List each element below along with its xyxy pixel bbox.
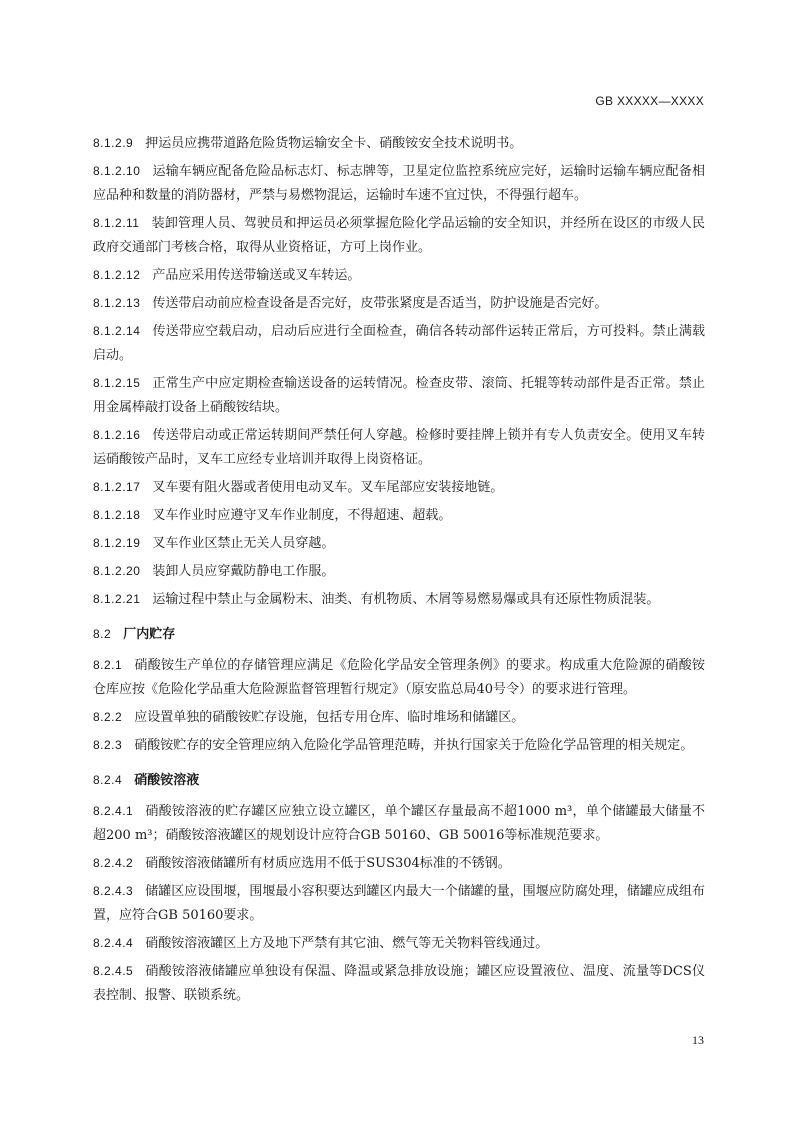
clause-8-2-4-4 <box>93 931 705 956</box>
clause-number: 8.1.2.16 <box>93 428 141 442</box>
clause-8-2-2 <box>93 705 705 730</box>
page-number: 13 <box>692 1033 704 1047</box>
clause-text: 应设置单独的硝酸铵贮存设施，包括专用仓库、临时堆场和储罐区。 <box>134 710 525 725</box>
clause-8-1-2-18 <box>93 503 705 528</box>
clause-8-1-2-11 <box>93 211 705 260</box>
clause-text: 装卸人员应穿戴防静电工作服。 <box>152 564 335 579</box>
clause-8-2-4-2 <box>93 851 705 876</box>
clause-number: 8.2.4.1 <box>93 804 134 818</box>
clause-8-2-4-1 <box>93 799 705 848</box>
clause-text: 硝酸铵贮存的安全管理应纳入危险化学品管理范畴，并执行国家关于危险化学品管理的相关规定。 <box>134 738 694 753</box>
clause-8-1-2-19 <box>93 531 705 556</box>
clause-8-2-1 <box>93 653 705 702</box>
clause-text: 硝酸铵溶液罐区上方及地下严禁有其它油、燃气等无关物料管线通过。 <box>145 936 549 951</box>
clause-8-2-4-5 <box>93 959 705 1008</box>
clause-number: 8.2.4.3 <box>93 884 134 898</box>
clause-8-1-2-10 <box>93 159 705 208</box>
clause-number: 8.1.2.19 <box>93 536 141 550</box>
clause-text: 传送带启动或正常运转期间严禁任何人穿越。检修时要挂牌上锁并有专人负责安全。使用叉车转运硝酸铵产品时，叉车工应经专业培训并取得上岗资格证。 <box>93 428 705 467</box>
clause-8-1-2-15 <box>93 371 705 420</box>
clause-8-1-2-21 <box>93 587 705 612</box>
clause-text: 传送带应空载启动，启动后应进行全面检查，确信各转动部件运转正常后，方可投料。禁止满载启动。 <box>93 324 705 363</box>
clause-number: 8.1.2.21 <box>93 592 141 606</box>
clause-8-1-2-9 <box>93 131 705 156</box>
clause-number: 8.2.4.4 <box>93 936 134 950</box>
clause-8-1-2-12 <box>93 263 705 288</box>
clause-text: 运输过程中禁止与金属粉末、油类、有机物质、木屑等易燃易爆或具有还原性物质混装。 <box>152 592 660 607</box>
clause-8-2-3 <box>93 733 705 758</box>
clause-number: 8.2.4.2 <box>93 856 134 870</box>
clause-number: 8.1.2.10 <box>93 164 141 178</box>
clause-8-1-2-13 <box>93 291 705 316</box>
clause-number: 8.1.2.14 <box>93 324 141 338</box>
clause-text: 叉车作业时应遵守叉车作业制度，不得超速、超载。 <box>152 508 452 523</box>
section-number: 8.2 <box>93 627 112 641</box>
document-body <box>93 131 705 1008</box>
clause-number: 8.1.2.17 <box>93 480 141 494</box>
section-title: 厂内贮存 <box>123 627 176 642</box>
clause-number: 8.1.2.11 <box>93 216 140 230</box>
section-number: 8.2.4 <box>93 773 123 787</box>
clause-number: 8.2.2 <box>93 710 123 724</box>
clause-number: 8.1.2.13 <box>93 296 141 310</box>
clause-number: 8.2.3 <box>93 738 123 752</box>
clause-text: 储罐区应设围堰，围堰最小容积要达到罐区内最大一个储罐的量，围堰应防腐处理，储罐应成组布置，应符合GB 50160要求。 <box>93 884 705 923</box>
clause-8-1-2-14 <box>93 319 705 368</box>
clause-text: 硝酸铵溶液储罐应单独设有保温、降温或紧急排放设施；罐区应设置液位、温度、流量等DCS仪表控制、报警、联锁系统。 <box>93 964 705 1003</box>
clause-number: 8.1.2.20 <box>93 564 141 578</box>
clause-number: 8.1.2.12 <box>93 268 141 282</box>
clause-8-1-2-20 <box>93 559 705 584</box>
section-title: 硝酸铵溶液 <box>134 773 200 788</box>
clause-text: 正常生产中应定期检查输送设备的运转情况。检查皮带、滚筒、托辊等转动部件是否正常。禁止用金属棒敲打设备上硝酸铵结块。 <box>93 376 705 415</box>
clause-8-2-4-3 <box>93 879 705 928</box>
clause-text: 硝酸铵溶液储罐所有材质应选用不低于SUS304标准的不锈钢。 <box>145 856 511 871</box>
clause-8-1-2-17 <box>93 475 705 500</box>
clause-number: 8.1.2.9 <box>93 136 134 150</box>
clause-text: 叉车作业区禁止无关人员穿越。 <box>152 536 335 551</box>
clause-number: 8.1.2.18 <box>93 508 141 522</box>
clause-number: 8.2.4.5 <box>93 964 134 978</box>
clause-text: 押运员应携带道路危险货物运输安全卡、硝酸铵安全技术说明书。 <box>145 136 523 151</box>
clause-8-1-2-16 <box>93 423 705 472</box>
clause-number: 8.1.2.15 <box>93 376 141 390</box>
clause-text: 硝酸铵溶液的贮存罐区应独立设立罐区，单个罐区存量最高不超1000 m³，单个储罐最大储量不超200 m³；硝酸铵溶液罐区的规划设计应符合GB 50160、GB 50016等标准规范要求。 <box>93 804 705 843</box>
clause-text: 运输车辆应配备危险品标志灯、标志牌等，卫星定位监控系统应完好，运输时运输车辆应配备相应品种和数量的消防器材，严禁与易燃物混运，运输时车速不宜过快，不得强行超车。 <box>93 164 705 203</box>
document-code: GB XXXXX—XXXX <box>595 94 704 108</box>
clause-text: 传送带启动前应检查设备是否完好，皮带张紧度是否适当，防护设施是否完好。 <box>152 296 608 311</box>
clause-text: 产品应采用传送带输送或叉车转运。 <box>152 268 361 283</box>
section-heading-8-2 <box>93 622 705 647</box>
clause-text: 叉车要有阻火器或者使用电动叉车。叉车尾部应安装接地链。 <box>152 480 504 495</box>
clause-text: 装卸管理人员、驾驶员和押运员必须掌握危险化学品运输的安全知识，并经所在设区的市级人民政府交通部门考核合格，取得从业资格证，方可上岗作业。 <box>93 216 705 255</box>
clause-number: 8.2.1 <box>93 658 123 672</box>
section-heading-8-2-4 <box>93 768 705 793</box>
clause-text: 硝酸铵生产单位的存储管理应满足《危险化学品安全管理条例》的要求。构成重大危险源的硝酸铵仓库应按《危险化学品重大危险源监督管理暂行规定》（原安监总局40号令）的要求进行管理。 <box>93 658 705 697</box>
